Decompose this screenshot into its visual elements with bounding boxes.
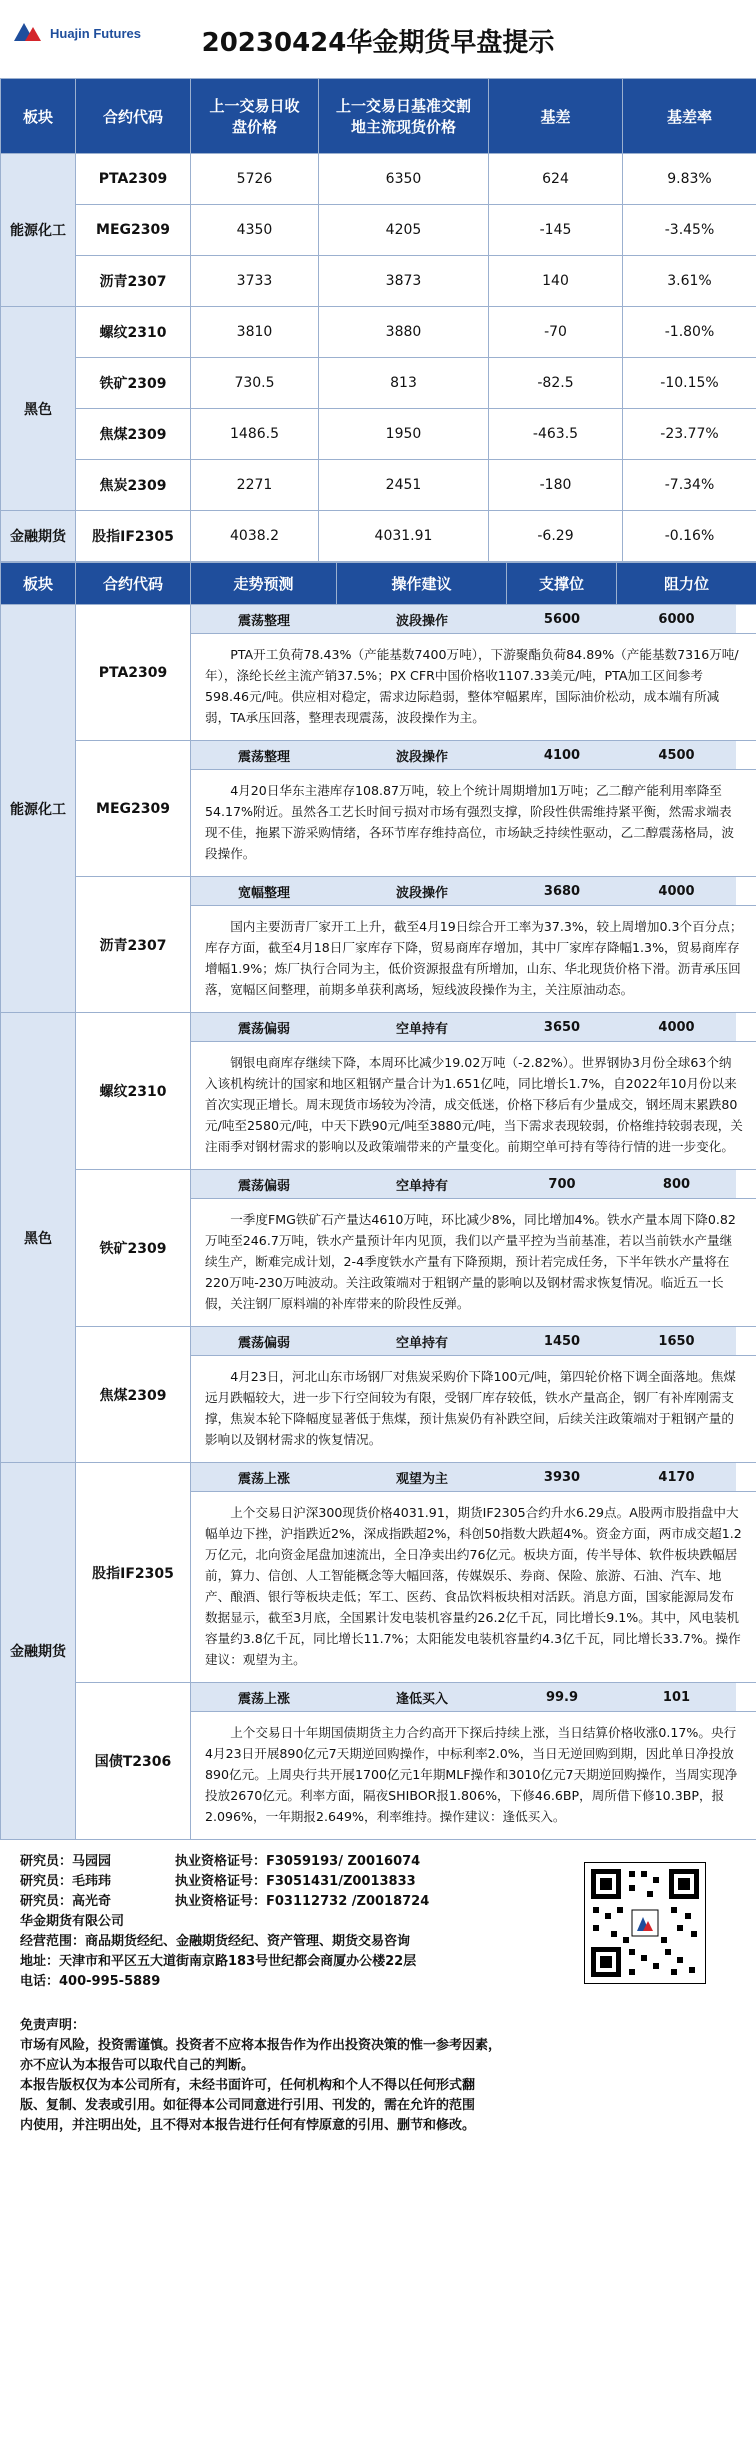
advice-cell [191, 1013, 756, 1170]
support-level: 3650 [507, 1013, 617, 1041]
basis: -6.29 [489, 511, 623, 562]
analyst-cert: 执业资格证号：F3059193/ Z0016074 [175, 1854, 421, 1869]
contract-code: 焦煤2309 [76, 409, 191, 460]
basis: -82.5 [489, 358, 623, 409]
resistance-level: 800 [617, 1170, 736, 1198]
spot-price: 813 [319, 358, 489, 409]
price-table [0, 78, 756, 562]
header-basis-rate: 基差率 [623, 79, 756, 154]
sector-ferrous: 黑色 [1, 307, 76, 511]
advice-cell [191, 1170, 756, 1327]
advice-row [1, 741, 756, 877]
support-level: 3680 [507, 877, 617, 905]
table-row [1, 409, 756, 460]
contract-code: MEG2309 [76, 741, 191, 877]
resistance-level: 4170 [617, 1463, 736, 1491]
basis-rate: -3.45% [623, 205, 756, 256]
commentary-text: PTA开工负荷78.43%（产能基数7400万吨），下游聚酯负荷84.89%（产能基数7316万吨/年），涤纶长丝主流产销37.5%；PX CFR中国价格收1107.33美元/吨，PTA加工区间参考598.46元/吨。供应相对稳定，需求边际趋弱，整体窄幅累库，国际油价松动，成本端有所减弱，TA承压回落，整理表现震荡，波段操作为主。 [205, 647, 739, 725]
disclaimer-line: 亦不应认为本报告可以取代自己的判断。 [20, 2058, 255, 2073]
disclaimer-line: 内使用，并注明出处，且不得对本报告进行任何有悖原意的引用、删节和修改。 [20, 2118, 476, 2133]
sector-energy: 能源化工 [1, 605, 76, 1013]
disclaimer-line: 版、复制、发表或引用。如征得本公司同意进行引用、刊发的，需在允许的范围 [20, 2098, 476, 2113]
advice-cell [191, 877, 756, 1013]
logo-text: Huajin Futures [50, 25, 142, 41]
support-level: 4100 [507, 741, 617, 769]
sector-finance: 金融期货 [1, 511, 76, 562]
trend-forecast: 震荡偏弱 [191, 1327, 337, 1355]
trend-forecast: 震荡上涨 [191, 1463, 337, 1491]
header-resistance: 阻力位 [617, 563, 756, 605]
support-level: 5600 [507, 605, 617, 633]
spot-price: 1950 [319, 409, 489, 460]
resistance-level: 4500 [617, 741, 736, 769]
close-price: 5726 [191, 154, 319, 205]
commentary-text: 4月20日华东主港库存108.87万吨，较上个统计周期增加1万吨；乙二醇产能利用率降至54.17%附近。虽然各工艺长时间亏损对市场有强烈支撑，阶段性供需维持紧平衡，然需求端表现不佳，拖累下游采购情绪，各环节库存维持高位，市场缺乏持续性驱动，乙二醇震荡格局，波段操作。 [205, 783, 734, 861]
support-level: 3930 [507, 1463, 617, 1491]
spot-price: 2451 [319, 460, 489, 511]
sector-finance: 金融期货 [1, 1463, 76, 1840]
spot-price: 4205 [319, 205, 489, 256]
support-level: 1450 [507, 1327, 617, 1355]
qr-code-icon [584, 1862, 706, 1984]
commentary-text: 钢银电商库存继续下降，本周环比减少19.02万吨（-2.82%）。世界钢协3月份全球63个纳入该机构统计的国家和地区粗钢产量合计为1.651亿吨，同比增长1.7%，自2022年10月份以来首次实现正增长。周末现货市场较为冷清，成交低迷，价格下移后有少量成交，钢坯周末累跌80元/吨至2580元/吨，中天下跌90元/吨至3880元/吨，当下需求表现较弱，价格维持较弱表现，关注雨季对钢材需求的影响以及政策端带来的产量变化。前期空单可持有等待行情的进一步变化。 [205, 1055, 743, 1154]
contract-code: 国债T2306 [76, 1683, 191, 1840]
spot-price: 3880 [319, 307, 489, 358]
header-code: 合约代码 [76, 79, 191, 154]
sector-ferrous: 黑色 [1, 1013, 76, 1463]
advice-cell [191, 1683, 756, 1840]
contract-code: PTA2309 [76, 605, 191, 741]
contract-code: 股指IF2305 [76, 1463, 191, 1683]
header-support: 支撑位 [507, 563, 617, 605]
advice-row [1, 1463, 756, 1683]
header-sector: 板块 [1, 79, 76, 154]
header-trend: 走势预测 [191, 563, 337, 605]
advice-cell [191, 1463, 756, 1683]
spot-price: 3873 [319, 256, 489, 307]
basis-rate: 3.61% [623, 256, 756, 307]
close-price: 730.5 [191, 358, 319, 409]
analyst-name: 研究员：马园园 [20, 1854, 112, 1869]
operation-advice: 波段操作 [337, 877, 507, 905]
business-scope: 经营范围：商品期货经纪、金融期货经纪、资产管理、期货交易咨询 [20, 1934, 411, 1949]
spot-price: 6350 [319, 154, 489, 205]
basis: -463.5 [489, 409, 623, 460]
basis-rate: -10.15% [623, 358, 756, 409]
header-code: 合约代码 [76, 563, 191, 605]
company-phone: 电话：400-995-5889 [20, 1974, 161, 1989]
basis-rate: 9.83% [623, 154, 756, 205]
report-title: 20230424华金期货早盘提示 [201, 28, 555, 58]
trend-forecast: 震荡整理 [191, 741, 337, 769]
resistance-level: 4000 [617, 877, 736, 905]
report-header [0, 0, 756, 78]
commentary-text: 4月23日，河北山东市场钢厂对焦炭采购价下降100元/吨，第四轮价格下调全面落地。焦煤远月跌幅较大，进一步下行空间较为有限，受钢厂库存较低，铁水产量高企，钢厂有补库刚需支撑，焦炭本轮下降幅度显著低于焦煤，预计焦炭仍有补跌空间，后续关注政策端对于粗钢产量的影响以及钢材需求的恢复情况。 [205, 1369, 736, 1447]
close-price: 4038.2 [191, 511, 319, 562]
basis: -70 [489, 307, 623, 358]
commentary-text: 上个交易日十年期国债期货主力合约高开下探后持续上涨，当日结算价格收涨0.17%。央行4月23日开展890亿元7天期逆回购操作，中标利率2.0%，当日无逆回购到期，因此单日净投放890亿元。上周央行共开展1700亿元1年期MLF操作和3010亿元7天期逆回购操作，当周实现净投放2670亿元。利率方面，隔夜SHIBOR报1.806%，下修46.6BP，周所借下修10.3BP，报2.096%，一年期报2.649%，利率维持。操作建议：逢低买入。 [205, 1725, 738, 1824]
close-price: 3733 [191, 256, 319, 307]
commentary-text: 一季度FMG铁矿石产量达4610万吨，环比减少8%，同比增加4%。铁水产量本周下降0.82万吨至246.7万吨，铁水产量预计年内见顶，我们以产量平控为当前基准，若以当前铁水产量继续生产，断难完成计划，2-4季度铁水产量有下降预期，预计若完成任务，下半年铁水产量将在220万吨-230万吨波动。关注政策端对于粗钢产量的影响以及钢材需求恢复情况。临近五一长假，关注钢厂原料端的补库带来的阶段性反弹。 [205, 1212, 736, 1311]
contract-code: 铁矿2309 [76, 358, 191, 409]
table-row [1, 358, 756, 409]
table-row [1, 205, 756, 256]
contract-code: PTA2309 [76, 154, 191, 205]
header-basis: 基差 [489, 79, 623, 154]
close-price: 2271 [191, 460, 319, 511]
analyst-cert: 执业资格证号：F03112732 /Z0018724 [175, 1894, 430, 1909]
header-close: 上一交易日收盘价格 [191, 79, 319, 154]
sector-energy: 能源化工 [1, 154, 76, 307]
resistance-level: 4000 [617, 1013, 736, 1041]
basis: 140 [489, 256, 623, 307]
trend-forecast: 震荡偏弱 [191, 1170, 337, 1198]
basis-rate: -23.77% [623, 409, 756, 460]
disclaimer-title: 免责声明： [20, 2018, 86, 2033]
header-operation: 操作建议 [337, 563, 507, 605]
basis-rate: -1.80% [623, 307, 756, 358]
operation-advice: 空单持有 [337, 1170, 507, 1198]
resistance-level: 101 [617, 1683, 736, 1711]
contract-code: 螺纹2310 [76, 307, 191, 358]
contract-code: 铁矿2309 [76, 1170, 191, 1327]
advice-cell [191, 741, 756, 877]
header-sector: 板块 [1, 563, 76, 605]
basis: -145 [489, 205, 623, 256]
trend-forecast: 震荡偏弱 [191, 1013, 337, 1041]
basis: 624 [489, 154, 623, 205]
advice-row [1, 1013, 756, 1170]
basis: -180 [489, 460, 623, 511]
table-row [1, 256, 756, 307]
table-row [1, 511, 756, 562]
analyst-name: 研究员：高光奇 [20, 1894, 112, 1909]
company-address: 地址：天津市和平区五大道街南京路183号世纪都会商厦办公楼22层 [20, 1954, 417, 1969]
disclaimer-line: 本报告版权仅为本公司所有，未经书面许可，任何机构和个人不得以任何形式翻 [20, 2078, 476, 2093]
commentary-text: 国内主要沥青厂家开工上升，截至4月19日综合开工率为37.3%，较上周增加0.3个百分点；库存方面，截至4月18日厂家库存下降，贸易商库存增加，其中厂家库存降幅1.3%，贸易商库存增幅1.9%；炼厂执行合同为主，低价资源报盘有所增加，山东、华北现货价格下滑。沥青承压回落，宽幅区间整理，前期多单获利离场，短线波段操作为主，关注原油动态。 [205, 919, 743, 997]
resistance-level: 6000 [617, 605, 736, 633]
analyst-name: 研究员：毛玮玮 [20, 1874, 112, 1889]
operation-advice: 空单持有 [337, 1327, 507, 1355]
advice-row [1, 605, 756, 741]
disclaimer-line: 市场有风险，投资需谨慎。投资者不应将本报告作为作出投资决策的惟一参考因素， [20, 2038, 502, 2053]
close-price: 4350 [191, 205, 319, 256]
table-row [1, 460, 756, 511]
contract-code: MEG2309 [76, 205, 191, 256]
support-level: 700 [507, 1170, 617, 1198]
contract-code: 沥青2307 [76, 877, 191, 1013]
advice-row [1, 1683, 756, 1840]
close-price: 1486.5 [191, 409, 319, 460]
contract-code: 焦炭2309 [76, 460, 191, 511]
operation-advice: 逢低买入 [337, 1683, 507, 1711]
advice-row [1, 1327, 756, 1463]
basis-rate: -7.34% [623, 460, 756, 511]
spot-price: 4031.91 [319, 511, 489, 562]
operation-advice: 波段操作 [337, 605, 507, 633]
contract-code: 股指IF2305 [76, 511, 191, 562]
operation-advice: 波段操作 [337, 741, 507, 769]
header-spot: 上一交易日基准交割地主流现货价格 [319, 79, 489, 154]
advice-row [1, 877, 756, 1013]
report-footer [0, 1840, 756, 2148]
operation-advice: 空单持有 [337, 1013, 507, 1041]
trend-forecast: 宽幅整理 [191, 877, 337, 905]
advice-cell [191, 1327, 756, 1463]
contract-code: 螺纹2310 [76, 1013, 191, 1170]
operation-advice: 观望为主 [337, 1463, 507, 1491]
table-row [1, 154, 756, 205]
commentary-text: 上个交易日沪深300现货价格4031.91，期货IF2305合约升水6.29点。A股两市股指盘中大幅单边下挫，沪指跌近2%，深成指跌超2%，科创50指数大跌超4%。资金方面，两市成交超1.2万亿元，北向资金尾盘加速流出，全日净卖出约76亿元。板块方面，传半导体、软件板块跌幅居前，算力、信创、人工智能概念等大幅回落，传媒娱乐、券商、保险、旅游、石油、汽车、地产、酿酒、银行等板块走低；军工、医药、食品饮料板块相对活跃。消息方面，国家能源局发布数据显示，截至3月底，全国累计发电装机容量约26.2亿千瓦，同比增长9.1%。其中，风电装机容量约3.8亿千瓦，同比增长11.7%；太阳能发电装机容量约4.3亿千瓦，同比增长33.7%。操作建议：观望为主。 [205, 1505, 742, 1667]
contract-code: 沥青2307 [76, 256, 191, 307]
company-name: 华金期货有限公司 [20, 1914, 125, 1929]
basis-rate: -0.16% [623, 511, 756, 562]
trend-forecast: 震荡上涨 [191, 1683, 337, 1711]
advice-row [1, 1170, 756, 1327]
support-level: 99.9 [507, 1683, 617, 1711]
advice-table [0, 562, 756, 1840]
analyst-cert: 执业资格证号：F3051431/Z0013833 [175, 1874, 416, 1889]
advice-cell [191, 605, 756, 741]
table-row [1, 307, 756, 358]
trend-forecast: 震荡整理 [191, 605, 337, 633]
contract-code: 焦煤2309 [76, 1327, 191, 1463]
resistance-level: 1650 [617, 1327, 736, 1355]
close-price: 3810 [191, 307, 319, 358]
